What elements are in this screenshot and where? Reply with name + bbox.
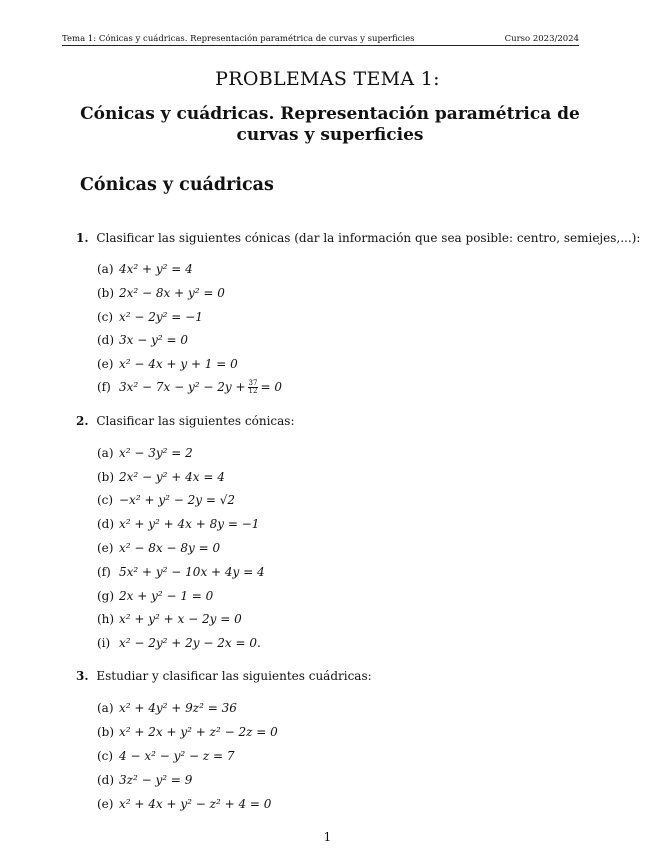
item-label: (c) bbox=[97, 493, 114, 507]
item-equation: 3x − y² = 0 bbox=[119, 333, 188, 347]
item-label: (e) bbox=[97, 541, 114, 555]
item-equation: x² + 4x + y² − z² + 4 = 0 bbox=[119, 797, 272, 811]
item-equation: x² + y² + x − 2y = 0 bbox=[119, 612, 242, 626]
problem-number: 2. bbox=[76, 414, 89, 428]
item-equation: 5x² + y² − 10x + 4y = 4 bbox=[119, 565, 265, 579]
item-equation: x² + 2x + y² + z² − 2z = 0 bbox=[119, 725, 278, 739]
item-label: (d) bbox=[97, 773, 115, 787]
item-label: (b) bbox=[97, 725, 115, 739]
item-equation: 2x² − y² + 4x = 4 bbox=[119, 470, 225, 484]
item-label: (a) bbox=[97, 701, 114, 715]
problem-item bbox=[97, 286, 225, 300]
item-label: (b) bbox=[97, 286, 115, 300]
item-equation: −x² + y² − 2y = √2 bbox=[119, 493, 235, 507]
problem-item bbox=[97, 470, 225, 484]
item-label: (e) bbox=[97, 797, 114, 811]
problem-1 bbox=[76, 231, 640, 245]
item-label: (g) bbox=[97, 589, 115, 603]
problem-statement: Clasificar las siguientes cónicas (dar la información que sea posible: centro, semiejes,...): bbox=[96, 231, 641, 245]
document-title: PROBLEMAS TEMA 1: bbox=[215, 68, 440, 90]
fraction bbox=[248, 380, 259, 395]
problem-statement: Clasificar las siguientes cónicas: bbox=[96, 414, 295, 428]
running-header bbox=[62, 34, 579, 44]
section-heading: Cónicas y cuádricas bbox=[80, 175, 274, 195]
item-equation: 4x² + y² = 4 bbox=[119, 262, 193, 276]
item-equation: x² + 4y² + 9z² = 36 bbox=[119, 701, 237, 715]
item-label: (c) bbox=[97, 310, 114, 324]
item-label: (d) bbox=[97, 517, 115, 531]
problem-item bbox=[97, 333, 188, 347]
item-equation: 3x² − 7x − y² − 2y + bbox=[119, 380, 246, 394]
item-label: (e) bbox=[97, 357, 114, 371]
item-equation-end: = 0 bbox=[260, 380, 282, 394]
item-label: (f) bbox=[97, 565, 111, 579]
document-subtitle bbox=[80, 104, 580, 146]
item-label: (d) bbox=[97, 333, 115, 347]
item-equation: x² − 4x + y + 1 = 0 bbox=[119, 357, 238, 371]
problem-item bbox=[97, 725, 278, 739]
problem-item bbox=[97, 797, 271, 811]
problem-item bbox=[97, 262, 193, 276]
fraction-numerator: 37 bbox=[248, 379, 258, 387]
item-equation: x² − 2y² + 2y − 2x = 0. bbox=[119, 636, 261, 650]
item-equation: 3z² − y² = 9 bbox=[119, 773, 193, 787]
problem-item bbox=[97, 701, 237, 715]
item-label: (b) bbox=[97, 470, 115, 484]
item-label: (c) bbox=[97, 749, 114, 763]
problem-number: 3. bbox=[76, 669, 89, 683]
problem-item bbox=[97, 493, 235, 507]
header-rule bbox=[62, 45, 579, 46]
problem-item bbox=[97, 773, 192, 787]
item-label: (i) bbox=[97, 636, 111, 650]
problem-item bbox=[97, 380, 282, 395]
problem-item bbox=[97, 446, 193, 460]
problem-item bbox=[97, 517, 259, 531]
problem-item bbox=[97, 541, 220, 555]
item-equation: 4 − x² − y² − z = 7 bbox=[119, 749, 235, 763]
fraction-denominator: 12 bbox=[248, 387, 258, 395]
problem-item bbox=[97, 636, 261, 650]
item-label: (f) bbox=[97, 380, 111, 394]
subtitle-line-2: curvas y superficies bbox=[236, 125, 424, 145]
subtitle-line-1: Cónicas y cuádricas. Representación paramétrica de bbox=[80, 104, 580, 124]
item-equation: x² − 2y² = −1 bbox=[119, 310, 203, 324]
problem-item bbox=[97, 565, 265, 579]
problem-item bbox=[97, 589, 213, 603]
problem-3 bbox=[76, 669, 372, 683]
item-equation: 2x² − 8x + y² = 0 bbox=[119, 286, 225, 300]
item-equation: 2x + y² − 1 = 0 bbox=[119, 589, 214, 603]
problem-statement: Estudiar y clasificar las siguientes cuádricas: bbox=[96, 669, 372, 683]
item-label: (h) bbox=[97, 612, 115, 626]
problem-item bbox=[97, 612, 242, 626]
item-equation: x² + y² + 4x + 8y = −1 bbox=[119, 517, 260, 531]
page-number: 1 bbox=[323, 830, 332, 844]
item-equation: x² − 8x − 8y = 0 bbox=[119, 541, 221, 555]
problem-number: 1. bbox=[76, 231, 89, 245]
problem-item bbox=[97, 749, 235, 763]
item-label: (a) bbox=[97, 262, 114, 276]
item-label: (a) bbox=[97, 446, 114, 460]
problem-2 bbox=[76, 414, 294, 428]
header-left: Tema 1: Cónicas y cuádricas. Representación paramétrica de curvas y superficies bbox=[62, 34, 415, 44]
problem-item bbox=[97, 310, 203, 324]
item-equation: x² − 3y² = 2 bbox=[119, 446, 193, 460]
header-right: Curso 2023/2024 bbox=[504, 34, 579, 44]
problem-item bbox=[97, 357, 238, 371]
